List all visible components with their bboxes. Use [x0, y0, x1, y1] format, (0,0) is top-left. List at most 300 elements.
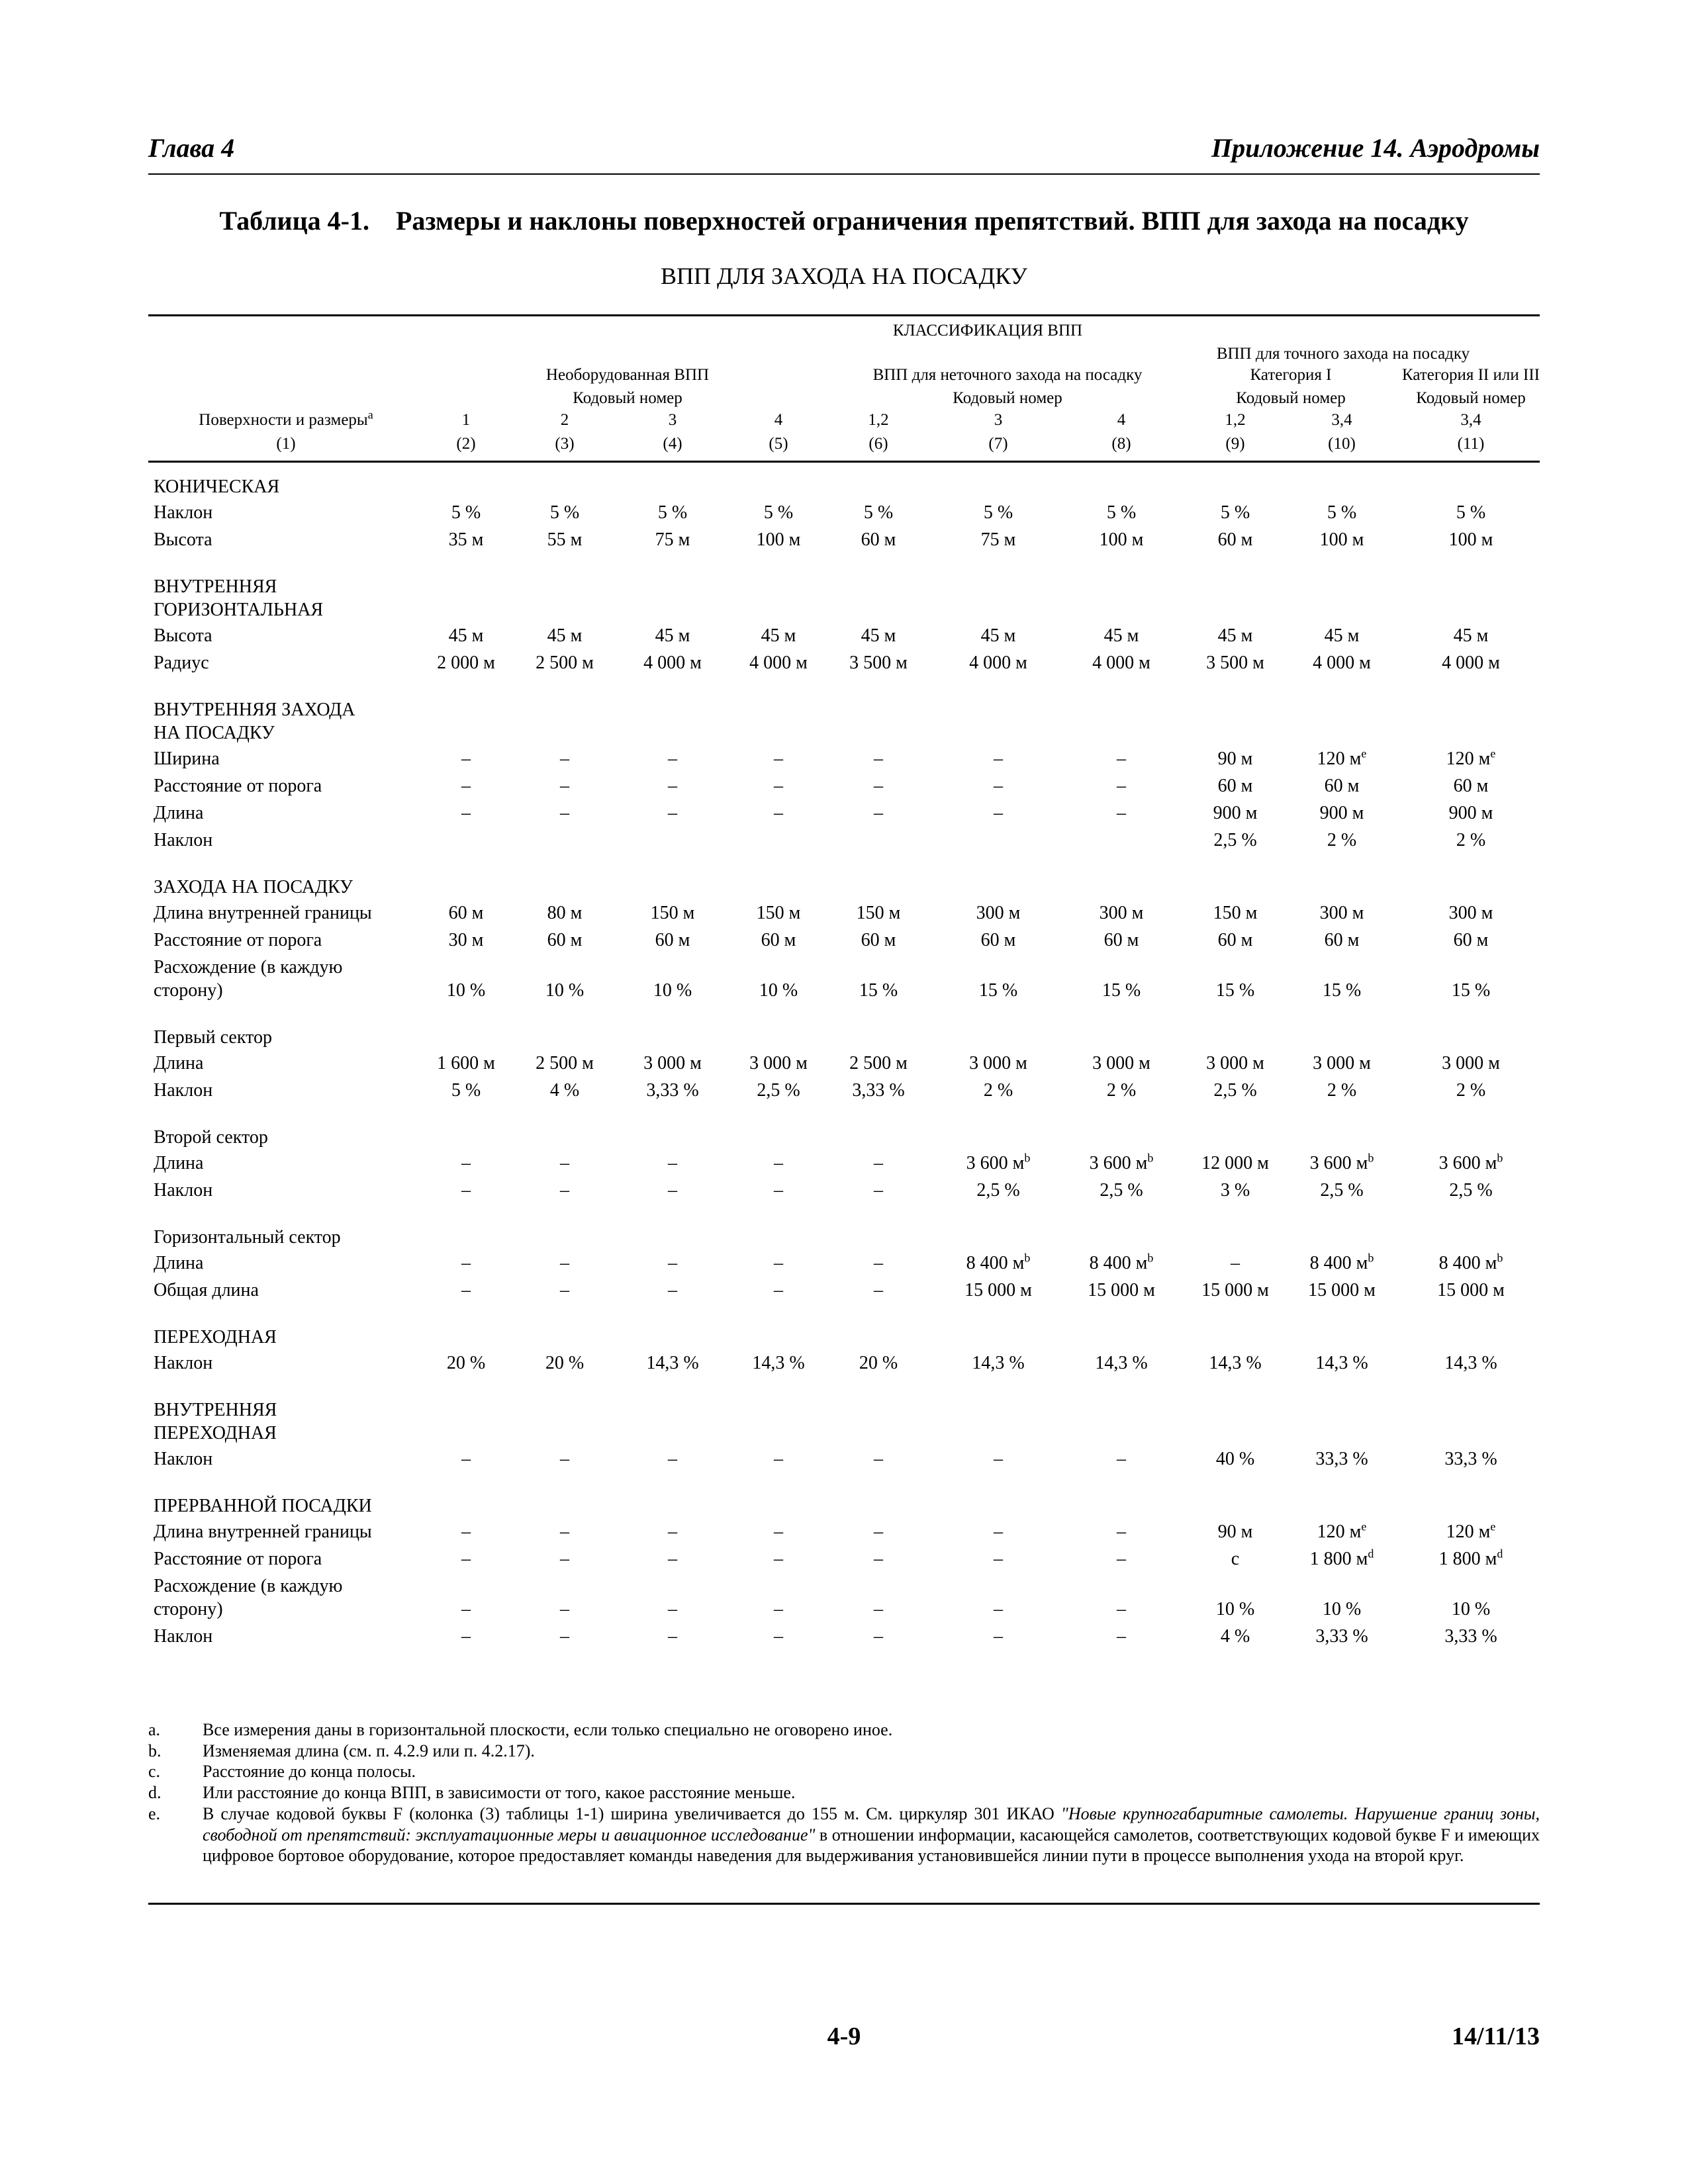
- surfaces-header: Поверхности и размеры$^a$: [199, 408, 373, 429]
- table-cell: 150 м: [1213, 903, 1258, 923]
- table-cell: 75 м: [655, 529, 690, 550]
- table-cell: –: [461, 749, 471, 769]
- table-cell: –: [994, 1449, 1003, 1469]
- table-cell: 3 500 м: [849, 653, 908, 673]
- table-cell: 10 %: [545, 980, 585, 1001]
- row-label: Ширина: [154, 749, 220, 769]
- table-cell: –: [1117, 1599, 1126, 1619]
- row-label: Наклон: [154, 1080, 213, 1101]
- section-title: ГОРИЗОНТАЛЬНАЯ: [154, 600, 324, 620]
- table-cell: c: [1231, 1549, 1240, 1569]
- table-cell: 3 000 м: [749, 1053, 808, 1073]
- table-cell: –: [668, 1180, 677, 1201]
- column-number: (3): [555, 435, 575, 453]
- table-cell: –: [668, 1280, 677, 1300]
- row-label: Наклон: [154, 1180, 213, 1201]
- section-title: КОНИЧЕСКАЯ: [154, 477, 280, 497]
- section-title: ВНУТРЕННЯЯ ЗАХОДА: [154, 700, 355, 720]
- row-label: Радиус: [154, 653, 209, 673]
- table-cell: 3,33 %: [646, 1080, 699, 1101]
- table-cell: 30 м: [448, 930, 484, 950]
- table-cell: 10 %: [653, 980, 692, 1001]
- table-cell: 35 м: [448, 529, 484, 550]
- header-bottom-rule: [148, 461, 1540, 463]
- table-cell: 10 %: [1451, 1599, 1491, 1619]
- table-cell: 3 000 м: [1313, 1053, 1371, 1073]
- column-number: (1): [276, 435, 296, 453]
- table-cell: –: [774, 1449, 783, 1469]
- table-cell: –: [1231, 1253, 1240, 1273]
- column-number: (6): [868, 435, 888, 453]
- table-cell: 120 $м^e$: [1446, 1520, 1496, 1542]
- column-number: (7): [988, 435, 1008, 453]
- column-number: (4): [663, 435, 682, 453]
- section-title: Горизонтальный сектор: [154, 1227, 341, 1248]
- table-cell: 15 %: [1322, 980, 1362, 1001]
- row-label: Длина: [154, 1053, 204, 1073]
- table-cell: 2,5 %: [1320, 1180, 1364, 1201]
- header-rule: [148, 173, 1540, 175]
- table-cell: 75 м: [980, 529, 1016, 550]
- table-cell: 4 000 м: [969, 653, 1027, 673]
- table-cell: 60 м: [1453, 776, 1489, 796]
- code-number-label: Кодовый номер: [953, 389, 1062, 407]
- table-cell: –: [774, 1280, 783, 1300]
- table-cell: 4 000 м: [1092, 653, 1150, 673]
- table-cell: 100 м: [756, 529, 801, 550]
- table-cell: 3,33 %: [1315, 1626, 1368, 1647]
- table-cell: –: [1117, 1549, 1126, 1569]
- table-cell: 5 %: [1106, 502, 1137, 523]
- table-cell: –: [461, 1153, 471, 1173]
- column-number: (8): [1111, 435, 1131, 453]
- table-cell: 60 м: [547, 930, 583, 950]
- table-cell: 2 %: [1456, 1080, 1486, 1101]
- table-cell: –: [774, 803, 783, 823]
- chapter-header: Глава 4: [148, 133, 235, 163]
- table-cell: 5 %: [1456, 502, 1486, 523]
- table-cell: 10 %: [446, 980, 486, 1001]
- footnote-letter: b.: [148, 1741, 162, 1760]
- table-cell: 15 %: [859, 980, 898, 1001]
- footnote-ref: b: [1368, 1251, 1374, 1265]
- table-cell: 5 %: [451, 1080, 481, 1101]
- table-cell: 4 %: [1220, 1626, 1250, 1647]
- table-cell: –: [560, 1180, 569, 1201]
- code-number: 2: [560, 411, 569, 429]
- cat23-header: Категория II или III: [1402, 366, 1540, 384]
- table-cell: –: [874, 1253, 883, 1273]
- table-cell: 45 м: [1453, 625, 1489, 646]
- column-number: (5): [769, 435, 788, 453]
- table-cell: –: [461, 1253, 471, 1273]
- table-cell: 3 %: [1220, 1180, 1250, 1201]
- table-cell: –: [461, 1522, 471, 1542]
- table-cell: –: [994, 1599, 1003, 1619]
- table-cell: –: [874, 1549, 883, 1569]
- section-title: ЗАХОДА НА ПОСАДКУ: [154, 877, 353, 897]
- table-cell: –: [461, 1599, 471, 1619]
- table-cell: 8 400 $м^b$: [1089, 1251, 1154, 1273]
- table-cell: 900 м: [1448, 803, 1493, 823]
- table-cell: 3,33 %: [852, 1080, 905, 1101]
- code-number: 4: [774, 411, 783, 429]
- table-cell: –: [1117, 803, 1126, 823]
- table-cell: 60 м: [1217, 529, 1253, 550]
- table-cell: –: [560, 1549, 569, 1569]
- code-number: 3,4: [1331, 411, 1352, 429]
- table-cell: 2 500 м: [849, 1053, 908, 1073]
- table-cell: –: [560, 1522, 569, 1542]
- classification-header: КЛАССИФИКАЦИЯ ВПП: [892, 322, 1083, 340]
- table-cell: –: [774, 1549, 783, 1569]
- row-label: Длина внутренней границы: [154, 1522, 372, 1542]
- row-label: Наклон: [154, 1626, 213, 1647]
- row-label: Общая длина: [154, 1280, 259, 1300]
- table-cell: 55 м: [547, 529, 583, 550]
- table-cell: –: [560, 1253, 569, 1273]
- table-cell: 100 м: [1448, 529, 1493, 550]
- table-cell: 5 %: [549, 502, 580, 523]
- table-cell: 12 000 м: [1201, 1153, 1269, 1173]
- footnote-text: Расстояние до конца полосы.: [203, 1762, 416, 1782]
- page-number: 4-9: [827, 2023, 861, 2050]
- table-cell: –: [994, 1549, 1003, 1569]
- row-label: Расстояние от порога: [154, 930, 322, 950]
- section-title: ВНУТРЕННЯЯ: [154, 576, 277, 597]
- footnote-ref: b: [1024, 1151, 1031, 1165]
- table-cell: –: [774, 1180, 783, 1201]
- table-cell: –: [668, 1626, 677, 1647]
- section-title: Второй сектор: [154, 1127, 268, 1148]
- table-cell: 14,3 %: [1444, 1353, 1497, 1373]
- table-cell: 15 %: [1102, 980, 1141, 1001]
- table-cell: 90 м: [1217, 749, 1253, 769]
- table-cell: –: [461, 1280, 471, 1300]
- table-cell: 4 000 м: [1313, 653, 1371, 673]
- table-cell: 2 %: [1106, 1080, 1137, 1101]
- table-cell: 100 м: [1319, 529, 1364, 550]
- table-cell: 150 м: [756, 903, 801, 923]
- table-cell: –: [874, 1522, 883, 1542]
- table-cell: –: [668, 1599, 677, 1619]
- table-cell: 3 600 $м^b$: [966, 1151, 1031, 1173]
- table-cell: 4 %: [549, 1080, 580, 1101]
- table-cell: 3 600 $м^b$: [1089, 1151, 1154, 1173]
- table-cell: –: [668, 803, 677, 823]
- table-cell: 3 500 м: [1206, 653, 1264, 673]
- footnotes: [148, 1719, 1540, 1866]
- publication-title: "Новые крупногабаритные самолеты. Нарушение границ зоны, свободной от препятствий: эксплуатационные меры и авиационное исследование": [203, 1803, 1540, 1844]
- table-cell: –: [874, 1180, 883, 1201]
- code-number: 1,2: [868, 411, 889, 429]
- table-cell: 300 м: [976, 903, 1021, 923]
- code-number: 3,4: [1460, 411, 1481, 429]
- table-cell: –: [560, 776, 569, 796]
- table-cell: 60 м: [1103, 930, 1139, 950]
- table-cell: 15 %: [978, 980, 1018, 1001]
- table-cell: –: [461, 803, 471, 823]
- table-cell: 45 м: [448, 625, 484, 646]
- table-bottom-rule: [148, 1903, 1540, 1905]
- table-cell: 10 %: [1215, 1599, 1255, 1619]
- table-cell: –: [774, 749, 783, 769]
- table-title: Таблица 4-1. Размеры и наклоны поверхностей ограничения препятствий. ВПП для захода на посадку: [219, 206, 1469, 236]
- row-label: Высота: [154, 529, 212, 550]
- table-cell: 45 м: [1217, 625, 1253, 646]
- table-cell: –: [560, 1626, 569, 1647]
- table-cell: 5 %: [763, 502, 794, 523]
- section-title: ПРЕРВАННОЙ ПОСАДКИ: [154, 1496, 372, 1516]
- footnote-ref: e: [1490, 747, 1496, 760]
- table-cell: –: [560, 749, 569, 769]
- table-cell: 2,5 %: [1213, 830, 1257, 850]
- code-number-label: Кодовый номер: [1416, 389, 1526, 407]
- table-cell: 90 м: [1217, 1522, 1253, 1542]
- table-cell: –: [1117, 1626, 1126, 1647]
- table-cell: 15 %: [1215, 980, 1255, 1001]
- table-cell: 3 000 м: [1092, 1053, 1150, 1073]
- footnote-text: Все измерения даны в горизонтальной плоскости, если только специально не оговорено иное.: [203, 1720, 893, 1739]
- table-cell: –: [461, 1180, 471, 1201]
- row-label: Расстояние от порога: [154, 776, 322, 796]
- footnote-text: В случае кодовой буквы F (колонка (3) таблицы 1-1) ширина увеличивается до 155 м. См. циркуляр 301 ИКАО "Новые крупногабаритные самолеты. Нарушение границ зоны, свободной от препятствий: эксплуатационные меры и авиационное исследование" в отношении информации, касающейся самолетов, соответствующих кодовой букве F и имеющих цифровое бортовое оборудование, которое предоставляет команды наведения для выдерживания установившейся линии пути в процессе выполнения ухода на второй круг.: [203, 1803, 1540, 1866]
- table-cell: 2 500 м: [536, 1053, 594, 1073]
- footnote-text: Или расстояние до конца ВПП, в зависимости от того, какое расстояние меньше.: [203, 1783, 796, 1803]
- table-cell: 80 м: [547, 903, 583, 923]
- precision-group-header: ВПП для точного захода на посадку: [1216, 345, 1470, 363]
- table-top-rule: [148, 314, 1540, 316]
- footnote-letter: d.: [148, 1783, 162, 1803]
- table-cell: 60 м: [980, 930, 1016, 950]
- table-cell: –: [1117, 1522, 1126, 1542]
- table-cell: 150 м: [856, 903, 901, 923]
- table-cell: 60 м: [761, 930, 796, 950]
- footnote-ref: b: [1497, 1151, 1503, 1165]
- table-cell: –: [668, 1253, 677, 1273]
- row-label: Длина внутренней границы: [154, 903, 372, 923]
- table-cell: –: [560, 1280, 569, 1300]
- table-cell: –: [461, 1626, 471, 1647]
- table-cell: –: [874, 1599, 883, 1619]
- table-cell: 2 %: [1456, 830, 1486, 850]
- table-cell: –: [774, 1599, 783, 1619]
- table-cell: 10 %: [1322, 1599, 1362, 1619]
- column-number: (2): [456, 435, 476, 453]
- table-cell: 45 м: [861, 625, 896, 646]
- footnote: [148, 1719, 1540, 1741]
- table-cell: 14,3 %: [1095, 1353, 1148, 1373]
- table-cell: 45 м: [1103, 625, 1139, 646]
- code-number: 1: [461, 411, 471, 429]
- cat1-header: Категория I: [1250, 366, 1332, 384]
- footnote: [148, 1803, 1540, 1866]
- table-cell: 1 800 $м^d$: [1309, 1547, 1374, 1569]
- table-cell: 15 000 м: [1088, 1280, 1155, 1300]
- table-cell: –: [461, 776, 471, 796]
- table-cell: 3 000 м: [643, 1053, 702, 1073]
- table-cell: 14,3 %: [1209, 1353, 1262, 1373]
- footnote-ref: b: [1368, 1151, 1374, 1165]
- footnote-ref: e: [1361, 1520, 1367, 1533]
- code-number: 4: [1117, 411, 1126, 429]
- code-number: 3: [994, 411, 1003, 429]
- table-cell: 60 м: [655, 930, 690, 950]
- table-cell: 60 м: [1324, 930, 1360, 950]
- table-cell: –: [874, 776, 883, 796]
- footnote-letter: c.: [148, 1762, 161, 1782]
- table-cell: 120 $м^e$: [1317, 1520, 1367, 1542]
- table-cell: –: [668, 1522, 677, 1542]
- table-cell: –: [668, 1449, 677, 1469]
- code-number-label: Кодовый номер: [573, 389, 682, 407]
- table-cell: 15 %: [1451, 980, 1491, 1001]
- table-cell: 60 м: [1453, 930, 1489, 950]
- table-cell: –: [560, 803, 569, 823]
- non-precision-header: ВПП для неточного захода на посадку: [872, 366, 1143, 384]
- row-label: Наклон: [154, 1353, 213, 1373]
- table-cell: –: [1117, 776, 1126, 796]
- table-cell: –: [994, 803, 1003, 823]
- table-subtitle: ВПП ДЛЯ ЗАХОДА НА ПОСАДКУ: [661, 263, 1027, 289]
- table-cell: 100 м: [1099, 529, 1144, 550]
- table-cell: 45 м: [547, 625, 583, 646]
- table-cell: 40 %: [1215, 1449, 1255, 1469]
- table-cell: 5 %: [451, 502, 481, 523]
- table-cell: –: [874, 1153, 883, 1173]
- table-cell: 60 м: [861, 529, 896, 550]
- table-cell: –: [668, 749, 677, 769]
- table-cell: 5 %: [1220, 502, 1250, 523]
- section-title: НА ПОСАДКУ: [154, 723, 275, 743]
- table-cell: 300 м: [1099, 903, 1144, 923]
- table-cell: –: [874, 1280, 883, 1300]
- table-cell: 5 %: [863, 502, 894, 523]
- section-title: Первый сектор: [154, 1027, 272, 1048]
- table-cell: 2 %: [1327, 830, 1357, 850]
- footnote-ref: b: [1147, 1151, 1154, 1165]
- table-cell: –: [774, 1153, 783, 1173]
- section-title: ПЕРЕХОДНАЯ: [154, 1423, 277, 1443]
- table-cell: 14,3 %: [1315, 1353, 1368, 1373]
- table-cell: 1 800 $м^d$: [1438, 1547, 1503, 1569]
- row-label: Высота: [154, 625, 212, 646]
- table-cell: 150 м: [650, 903, 695, 923]
- table-cell: 20 %: [446, 1353, 486, 1373]
- table-cell: –: [994, 1522, 1003, 1542]
- table-cell: –: [994, 776, 1003, 796]
- table-cell: 14,3 %: [752, 1353, 805, 1373]
- table-cell: 45 м: [1324, 625, 1360, 646]
- table-cell: –: [994, 1626, 1003, 1647]
- table-cell: 60 м: [448, 903, 484, 923]
- non-instrument-header: Необорудованная ВПП: [545, 366, 710, 384]
- table-cell: 2 %: [983, 1080, 1013, 1101]
- table-cell: 45 м: [655, 625, 690, 646]
- footnote-ref: d: [1497, 1547, 1503, 1561]
- table-cell: 3,33 %: [1444, 1626, 1497, 1647]
- table-cell: 2 000 м: [437, 653, 495, 673]
- table-cell: 15 000 м: [1308, 1280, 1376, 1300]
- column-number: (9): [1225, 435, 1245, 453]
- table-cell: –: [461, 1449, 471, 1469]
- table-cell: 2,5 %: [757, 1080, 800, 1101]
- footnote-ref: e: [1490, 1520, 1496, 1533]
- table-cell: –: [560, 1153, 569, 1173]
- table-cell: 3 000 м: [1206, 1053, 1264, 1073]
- footnote-ref: b: [1497, 1251, 1503, 1265]
- table-cell: 60 м: [1217, 776, 1253, 796]
- table-cell: –: [461, 1549, 471, 1569]
- table-cell: –: [1117, 1449, 1126, 1469]
- table-cell: 20 %: [859, 1353, 898, 1373]
- table-cell: 3 000 м: [1442, 1053, 1500, 1073]
- table-cell: 120 $м^e$: [1446, 747, 1496, 769]
- table-cell: 2,5 %: [976, 1180, 1020, 1201]
- row-label: Расстояние от порога: [154, 1549, 322, 1569]
- column-number: (10): [1328, 435, 1356, 453]
- table-cell: 300 м: [1448, 903, 1493, 923]
- table-cell: 120 $м^e$: [1317, 747, 1367, 769]
- table-cell: –: [560, 1599, 569, 1619]
- row-label: Длина: [154, 803, 204, 823]
- table-cell: 60 м: [1217, 930, 1253, 950]
- footnote-text: Изменяемая длина (см. п. 4.2.9 или п. 4.2.17).: [203, 1741, 535, 1760]
- table-cell: 15 000 м: [1437, 1280, 1505, 1300]
- footnote: [148, 1782, 1540, 1803]
- row-label: Длина: [154, 1253, 204, 1273]
- table-cell: 33,3 %: [1315, 1449, 1368, 1469]
- table-cell: 3 000 м: [969, 1053, 1027, 1073]
- table-cell: –: [774, 1626, 783, 1647]
- code-number: 1,2: [1225, 411, 1246, 429]
- footnote: [148, 1761, 1540, 1782]
- table-cell: 8 400 $м^b$: [966, 1251, 1031, 1273]
- table-cell: –: [874, 749, 883, 769]
- code-number-label: Кодовый номер: [1236, 389, 1346, 407]
- table-cell: –: [668, 1153, 677, 1173]
- row-label: сторону): [154, 1599, 223, 1619]
- table-cell: 14,3 %: [972, 1353, 1025, 1373]
- section-title: ПЕРЕХОДНАЯ: [154, 1327, 277, 1347]
- table-cell: 15 000 м: [964, 1280, 1032, 1300]
- table-cell: 2,5 %: [1213, 1080, 1257, 1101]
- table-cell: –: [668, 776, 677, 796]
- table-cell: –: [874, 1626, 883, 1647]
- row-label: Наклон: [154, 830, 213, 850]
- footnote-ref: b: [1024, 1251, 1031, 1265]
- table-cell: 2,5 %: [1100, 1180, 1143, 1201]
- table-cell: 4 000 м: [1442, 653, 1500, 673]
- table-cell: 60 м: [861, 930, 896, 950]
- table-cell: 15 000 м: [1201, 1280, 1269, 1300]
- table-cell: 8 400 $м^b$: [1309, 1251, 1374, 1273]
- table-cell: 900 м: [1319, 803, 1364, 823]
- table-cell: 14,3 %: [646, 1353, 699, 1373]
- table-cell: –: [774, 1253, 783, 1273]
- table-cell: 45 м: [761, 625, 796, 646]
- table-cell: –: [874, 803, 883, 823]
- footnote-ref: e: [1361, 747, 1367, 760]
- table-cell: –: [774, 776, 783, 796]
- table-cell: –: [668, 1549, 677, 1569]
- row-label: Расхождение (в каждую: [154, 1576, 343, 1596]
- footnote-ref: b: [1147, 1251, 1154, 1265]
- row-label: сторону): [154, 980, 223, 1001]
- table-cell: 900 м: [1213, 803, 1258, 823]
- table-cell: 3 600 $м^b$: [1438, 1151, 1503, 1173]
- row-label: Расхождение (в каждую: [154, 957, 343, 978]
